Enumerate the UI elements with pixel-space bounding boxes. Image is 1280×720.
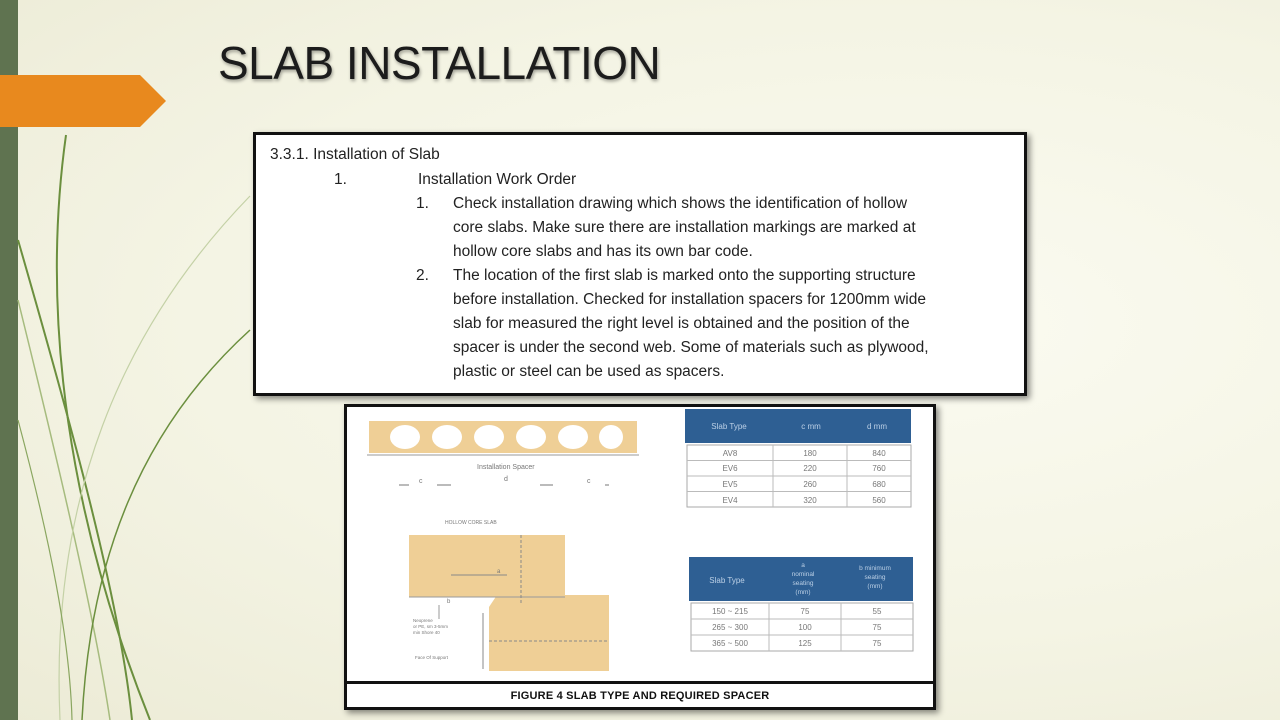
point-number: 1. bbox=[416, 195, 429, 212]
table-cell: EV4 bbox=[722, 496, 738, 505]
point-line: spacer is under the second web. Some of materials such as plywood, bbox=[453, 339, 929, 356]
table-cell: 260 bbox=[803, 480, 817, 489]
spacer-label: Installation Spacer bbox=[477, 464, 535, 471]
figure-caption-bar bbox=[347, 681, 933, 710]
table-header: Slab Type bbox=[711, 422, 747, 431]
table-header: Slab Type bbox=[709, 576, 745, 585]
table-header: c mm bbox=[801, 422, 821, 431]
point-line: before installation. Checked for installation spacers for 1200mm wide bbox=[453, 291, 926, 308]
table-cell: 125 bbox=[798, 639, 812, 648]
table-header: seating bbox=[864, 574, 886, 581]
item-number: 1. bbox=[334, 171, 347, 188]
item-title: Installation Work Order bbox=[418, 171, 577, 188]
seating-detail-drawing bbox=[409, 535, 609, 671]
neoprene-label: or PE, sm 3-5mm bbox=[413, 624, 449, 629]
hollow-core-slab-label: HOLLOW CORE SLAB bbox=[445, 520, 497, 526]
dim-b-label: b bbox=[447, 599, 451, 605]
table-cell: 680 bbox=[872, 480, 886, 489]
table-header: (mm) bbox=[795, 589, 811, 596]
table-cell: 150 ~ 215 bbox=[712, 607, 748, 616]
table-cell: 265 ~ 300 bbox=[712, 623, 748, 632]
table-cell: 560 bbox=[872, 496, 886, 505]
table-cell: 75 bbox=[872, 639, 882, 648]
table-cell: 760 bbox=[872, 464, 886, 473]
table-header: d mm bbox=[867, 422, 887, 431]
table-cell: 365 ~ 500 bbox=[712, 639, 748, 648]
instruction-text-box bbox=[253, 132, 1027, 396]
point-line: slab for measured the right level is obtained and the position of the bbox=[453, 315, 910, 332]
table-cell: EV5 bbox=[722, 480, 738, 489]
point-line: Check installation drawing which shows the identification of hollow bbox=[453, 195, 908, 212]
table-cell: 75 bbox=[800, 607, 810, 616]
table-header: nominal bbox=[791, 571, 815, 578]
face-of-support-label: Face Of Support bbox=[415, 655, 449, 660]
table-cell: AV8 bbox=[722, 449, 738, 458]
figure-diagram bbox=[347, 407, 933, 681]
figure-caption: FIGURE 4 SLAB TYPE AND REQUIRED SPACER bbox=[510, 690, 770, 702]
dim-c-label: c bbox=[419, 478, 423, 485]
point-line: plastic or steel can be used as spacers. bbox=[453, 363, 725, 380]
dim-d-label: d bbox=[504, 476, 508, 483]
point-line: The location of the first slab is marked onto the supporting structure bbox=[453, 267, 916, 284]
figure-box bbox=[344, 404, 936, 710]
table-cell: 320 bbox=[803, 496, 817, 505]
table-cell: 220 bbox=[803, 464, 817, 473]
table-cell: EV6 bbox=[722, 464, 738, 473]
neoprene-label: min Shore 40 bbox=[413, 630, 440, 635]
dim-c-label: c bbox=[587, 478, 591, 485]
point-number: 2. bbox=[416, 267, 429, 284]
slide-title: SLAB INSTALLATION bbox=[218, 37, 661, 89]
table-cell: 75 bbox=[872, 623, 882, 632]
table-cell: 180 bbox=[803, 449, 817, 458]
table-cell: 100 bbox=[798, 623, 812, 632]
table-cell: 55 bbox=[872, 607, 882, 616]
dim-a-label: a bbox=[497, 569, 501, 575]
slab-spacing-table bbox=[685, 409, 911, 507]
seating-table bbox=[689, 557, 913, 651]
table-header: seating bbox=[792, 580, 814, 587]
neoprene-label: Neoprene bbox=[413, 618, 433, 623]
table-header: b minimum bbox=[859, 565, 891, 572]
section-heading: 3.3.1. Installation of Slab bbox=[270, 146, 440, 163]
table-header: a bbox=[801, 562, 805, 569]
slab-cross-section bbox=[367, 421, 639, 455]
table-cell: 840 bbox=[872, 449, 886, 458]
point-line: hollow core slabs and has its own bar code. bbox=[453, 243, 753, 260]
point-line: core slabs. Make sure there are installation markings are marked at bbox=[453, 219, 916, 236]
table-header: (mm) bbox=[867, 583, 883, 590]
